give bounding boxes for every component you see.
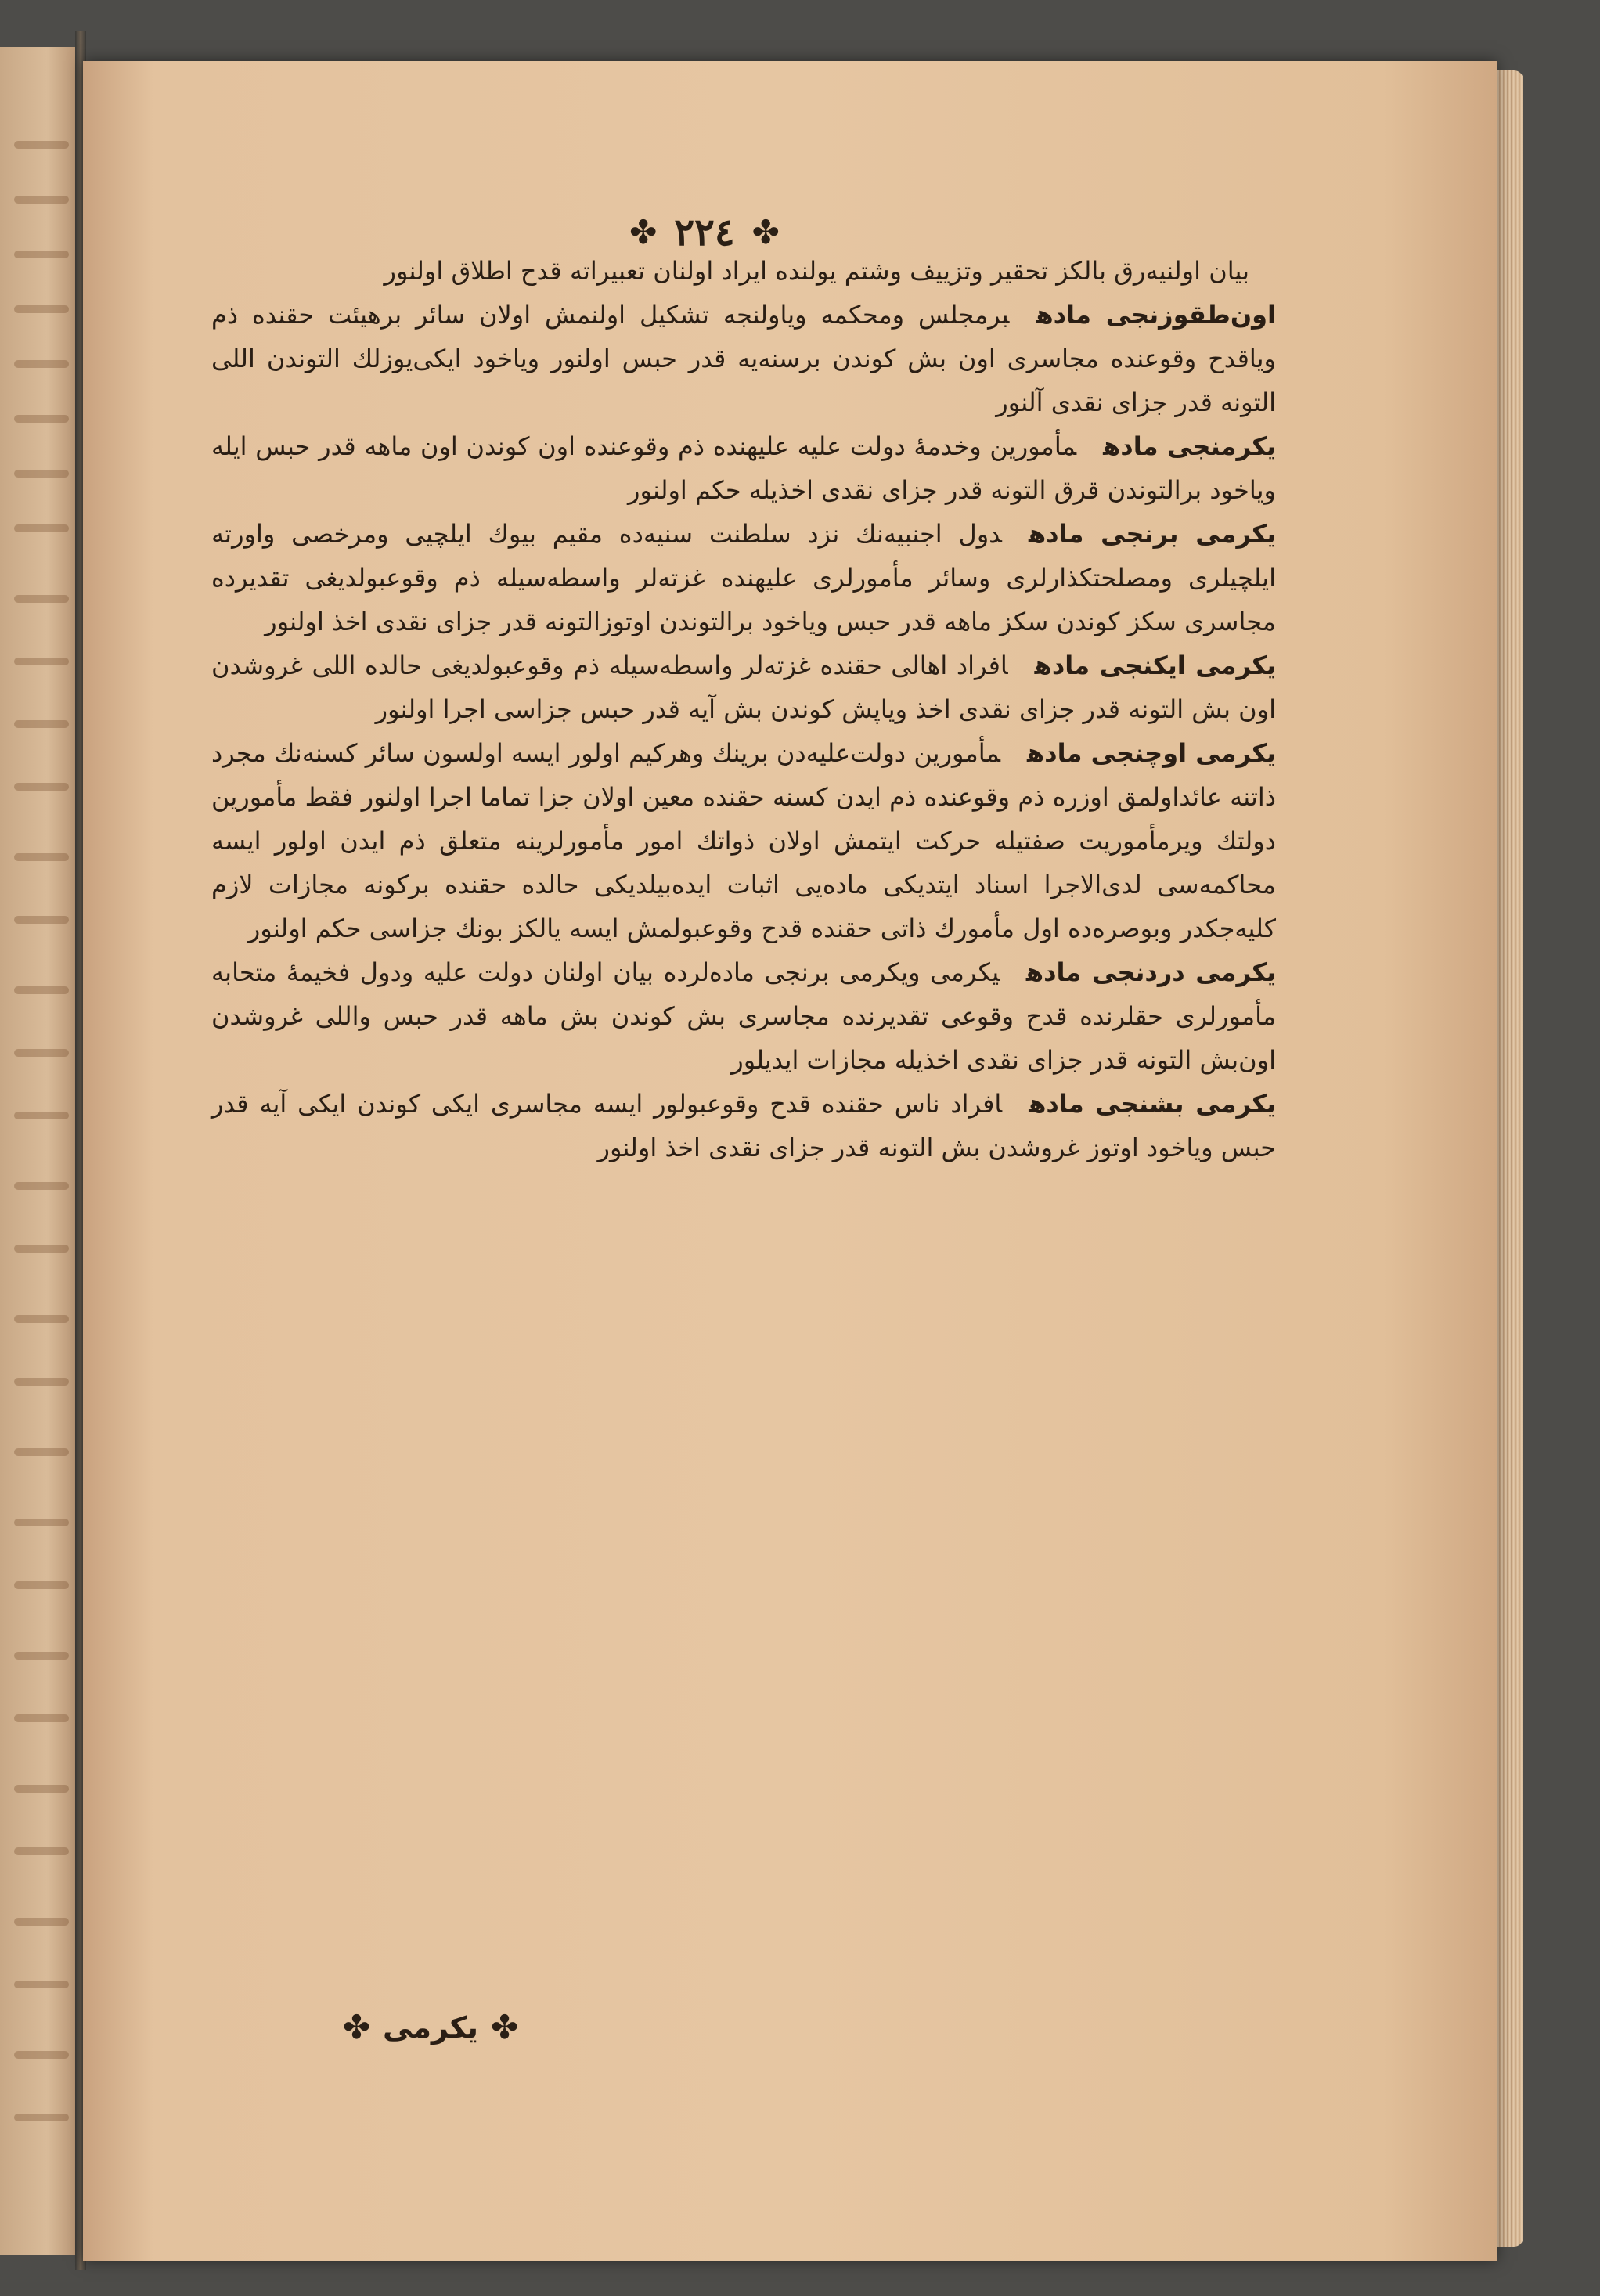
paragraph-text: افراد اهالى حقنده غزته‌لر واسطه‌سيله ذم وقوعبولديغى حالده اللى غروشدن اون بش التونه قدر جزاى نقدى اخذ وياپش كوندن بش آيه قدر حبس جزاسى اجرا اولنور (211, 651, 1276, 724)
previous-page-text-fragment (14, 853, 69, 861)
previous-page-text-fragment (14, 1182, 69, 1190)
previous-page-text-fragment (14, 658, 69, 665)
paragraph-text: دول اجنبيه‌نك نزد سلطنت سنيه‌ده مقيم بيوك ايلچيى ومرخصى واورته ايلچيلرى ومصلحتكذارلرى وسائر مأمورلرى عليهنده غزته‌لر واسطه‌سيله ذم وقوعبولديغى تقديرده مجاسرى سكز كوندن سكز ماهه قدر حبس وياخود برالتوندن اوتوزالتونه قدر جزاى نقدى اخذ اولنور (211, 519, 1276, 636)
previous-page-text-fragment (14, 141, 69, 149)
paragraph (211, 643, 1276, 731)
catchword: يكرمى (383, 2010, 478, 2045)
paragraph (211, 1082, 1276, 1170)
previous-page-text-fragment (14, 1049, 69, 1057)
ornament-right-icon: ✤ (491, 2008, 519, 2046)
previous-page-text-fragment (14, 360, 69, 368)
paragraph-text: يكرمى ويكرمى برنجى ماده‌لرده بيان اولنان دولت عليه ودول فخيمهٔ متحابه مأمورلرى حقلرنده قدح وقوعى تقديرنده مجاسرى بش كوندن بش ماهه قدر حبس واللى غروشدن اون‌بش التونه قدر جزاى نقدى اخذيله مجازات ايديلور (211, 957, 1276, 1075)
previous-page-text-fragment (14, 720, 69, 728)
paragraph (211, 424, 1276, 512)
previous-page-text-fragment (14, 1652, 69, 1660)
previous-page-text-fragment (14, 1448, 69, 1456)
previous-page-text-fragment (14, 2051, 69, 2059)
previous-page-text-fragment (14, 2114, 69, 2121)
previous-page-text-fragment (14, 415, 69, 423)
paragraph (211, 950, 1276, 1082)
paragraph-text: مأمورين وخدمهٔ دولت عليه عليهنده ذم وقوعنده اون كوندن اون ماهه قدر حبس ايله وياخود برالتوندن قرق التونه قدر جزاى نقدى اخذيله حكم اولنور (211, 431, 1276, 505)
ornament-left-icon: ✤ (751, 213, 780, 251)
previous-page-text-fragment (14, 783, 69, 791)
paragraph (211, 512, 1276, 643)
catchword-footer (317, 2000, 544, 2055)
previous-page-text-fragment (14, 916, 69, 924)
previous-page-edge (0, 47, 78, 2255)
previous-page-text-fragment (14, 1847, 69, 1855)
ornament-right-icon: ✤ (629, 213, 658, 251)
previous-page-text-fragment (14, 1112, 69, 1119)
previous-page-text-fragment (14, 1785, 69, 1793)
previous-page-text-fragment (14, 595, 69, 603)
previous-page-text-fragment (14, 305, 69, 313)
paragraph (211, 731, 1276, 950)
paragraph-text: بيان اولنيه‌رق بالكز تحقير وتزييف وشتم يولنده ايراد اولنان تعبيراته قدح اطلاق اولنور (384, 256, 1249, 286)
previous-page-text-fragment (14, 524, 69, 532)
previous-page-text-fragment (14, 196, 69, 204)
page-number: ٢٢٤ (674, 211, 735, 254)
previous-page-text-fragment (14, 1581, 69, 1589)
previous-page-text-fragment (14, 470, 69, 478)
ornament-left-icon: ✤ (342, 2008, 371, 2046)
previous-page-text-fragment (14, 1245, 69, 1253)
article-heading: اون‌طقوزنجى ماده (1036, 300, 1276, 330)
article-heading: يكرمى دردنجى ماده (1025, 957, 1277, 987)
article-heading: يكرمى ايكنجى ماده (1034, 651, 1277, 680)
previous-page-text-fragment (14, 1519, 69, 1526)
paragraph (211, 293, 1276, 424)
article-heading: يكرمنجى ماده (1103, 431, 1277, 461)
paragraph (211, 249, 1276, 293)
previous-page-text-fragment (14, 986, 69, 994)
previous-page-text-fragment (14, 1918, 69, 1926)
article-heading: يكرمى اوچنجى ماده (1026, 738, 1277, 768)
article-heading: يكرمى بشنجى ماده (1029, 1089, 1277, 1119)
article-heading: يكرمى برنجى ماده (1028, 519, 1277, 549)
paragraph-text: برمجلس ومحكمه وياولنجه تشكيل اولنمش اولان سائر برهيئت حقنده ذم وياقدح وقوعنده مجاسرى اون بش كوندن برسنه‌يه قدر حبس اولنور وياخود ايكى‌يوزلك التوندن اللى التونه قدر جزاى نقدى آلنور (211, 300, 1276, 417)
body-text (211, 249, 1276, 2002)
previous-page-text-fragment (14, 1378, 69, 1386)
previous-page-text-fragment (14, 251, 69, 258)
previous-page-text-fragment (14, 1714, 69, 1722)
page-edges (1492, 70, 1523, 2247)
paragraph-text: افراد ناس حقنده قدح وقوعبولور ايسه مجاسرى ايكى كوندن ايكى آيه قدر حبس وياخود اوتوز غروشدن بش التونه قدر جزاى نقدى اخذ اولنور (211, 1089, 1276, 1162)
previous-page-text-fragment (14, 1981, 69, 1988)
paragraph-text: مأمورين دولت‌عليه‌دن برينك وهركيم اولور ايسه اولسون سائر كسنه‌نك مجرد ذاتنه عائداولمق اوزره ذم وقوعنده ذم ايدن كسنه حقنده معين اولان جزا تماما اجرا اولنور فقط مأمورين دولتك ويرمأموريت صفتيله حركت ايتمش اولان ذواتك امور مأمورلرينه متعلق ذم ايدن اولور ايسه محاكمه‌سى لدى‌الاجرا اسناد ايتديكى ماده‌يى اثبات ايده‌بيلديكى حالده حقنده بركونه مجازات لازم كليه‌جكدر وبوصره‌ده اول مأمورك ذاتى حقنده قدح وقوعبولمش ايسه يالكز بونك جزاسى حكم اولنور (211, 738, 1276, 943)
previous-page-text-fragment (14, 1315, 69, 1323)
